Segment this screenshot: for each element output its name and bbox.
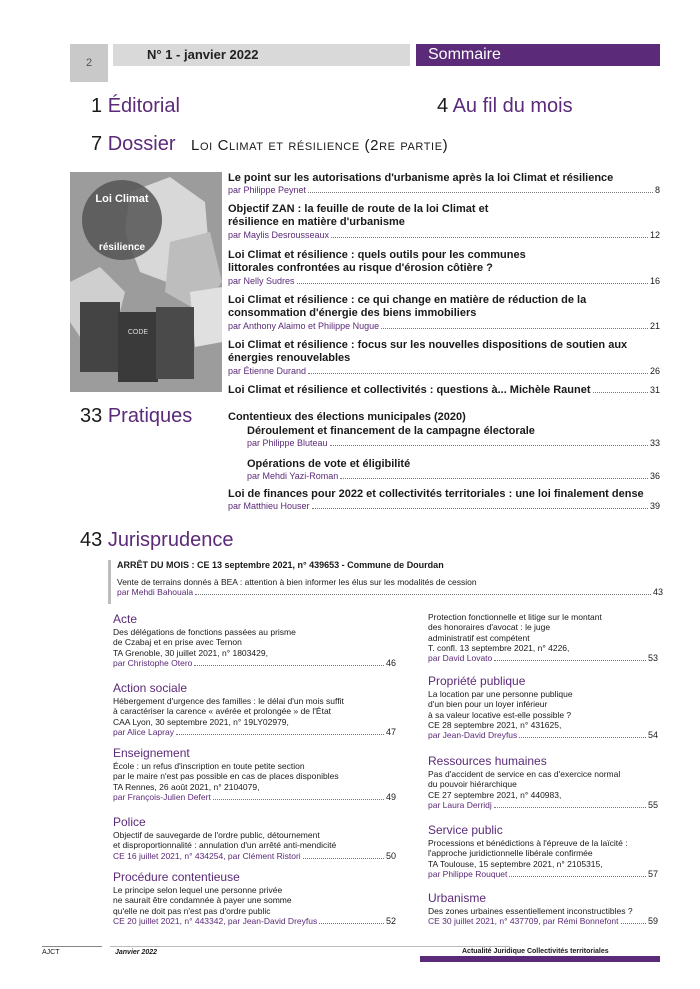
section-label: Jurisprudence: [107, 529, 234, 551]
article-title: Loi Climat et résilience : focus sur les nouvelles dispositions de soutien aux énergies renouvelables: [228, 339, 628, 364]
section-number: 7: [91, 133, 103, 155]
article-page: 12: [649, 230, 660, 240]
juris-author: par Jean-David Dreyfus: [428, 730, 518, 741]
section-label: Pratiques: [107, 405, 193, 427]
juris-line: à sa valeur locative est-elle possible ?: [428, 709, 572, 720]
sommaire-title: Sommaire: [416, 44, 660, 66]
juris-line: TA Rennes, 26 août 2021, n° 2104079,: [113, 781, 260, 792]
dossier-article-6[interactable]: [228, 384, 660, 397]
article-page: 31: [649, 385, 660, 395]
article-author: par Philippe Peynet: [228, 185, 307, 195]
dossier-cover-image: [70, 172, 222, 392]
juris-left-2[interactable]: [113, 681, 396, 738]
juris-author: par Christophe Otero: [113, 657, 193, 668]
group-title: Contentieux des élections municipales (2020): [228, 411, 466, 423]
juris-heading: Police: [113, 815, 146, 829]
arret-subtitle: Vente de terrains donnés à BEA : attention à bien informer les élus sur les modalités de cession: [117, 577, 477, 587]
article-page: 39: [649, 501, 660, 511]
juris-left-1[interactable]: [113, 612, 396, 669]
juris-author: par Alice Lapray: [113, 726, 174, 737]
footer-bar: [420, 956, 660, 962]
juris-author: par Laura Derridj: [428, 799, 492, 810]
juris-line: CE 28 septembre 2021, n° 431625,: [428, 719, 562, 730]
article-title: Objectif ZAN : la feuille de route de la loi Climat et résilience en matière d'urbanisme: [228, 203, 489, 228]
dossier-subtitle: Loi Climat et résilience (2re partie): [191, 137, 449, 154]
dossier-article-5-byline: [228, 366, 660, 377]
section-label: Dossier: [107, 133, 176, 155]
article-title: Loi Climat et résilience : quels outils pour les communes littorales confrontées au risque d'érosion côtière ?: [228, 249, 526, 274]
article-title: Déroulement et financement de la campagne électorale: [247, 425, 535, 437]
article-author: par Philippe Bluteau: [247, 438, 328, 448]
footer-rule-left: [42, 946, 102, 947]
article-title: Loi de finances pour 2022 et collectivités territoriales : une loi finalement dense: [228, 488, 644, 500]
dossier-article-3-byline: [228, 276, 660, 287]
article-title: Opérations de vote et éligibilité: [247, 458, 411, 470]
pratiques-item-3[interactable]: [228, 488, 660, 512]
juris-line: Pas d'accident de service en cas d'exercice normal: [428, 769, 621, 779]
dossier-article-1[interactable]: [228, 172, 660, 196]
juris-left-4[interactable]: [113, 815, 396, 862]
juris-right-1[interactable]: [428, 612, 686, 664]
pratiques-item-2[interactable]: [247, 458, 660, 482]
juris-line: du pouvoir hiérarchique: [428, 779, 517, 790]
juris-line: École : un refus d'inscription en toute petite section: [113, 761, 305, 771]
juris-line: des honoraires d'avocat : le juge: [428, 622, 551, 633]
section-number: 43: [80, 529, 103, 551]
pratiques-item-1[interactable]: [247, 425, 660, 449]
juris-line: et disproportionnalité : annulation d'un arrêté anti-mendicité: [113, 840, 337, 851]
cover-book-label: CODE: [127, 329, 149, 336]
juris-line: Des zones urbaines essentiellement inconstructibles ?: [428, 906, 633, 916]
juris-heading: Procédure contentieuse: [113, 870, 240, 884]
juris-heading: Propriété publique: [428, 674, 526, 688]
juris-line: La location par une personne publique: [428, 689, 573, 699]
article-title: Le point sur les autorisations d'urbanisme après la loi Climat et résilience: [228, 172, 614, 184]
juris-page: 57: [647, 868, 658, 879]
dossier-article-3[interactable]: [228, 249, 558, 275]
section-editorial[interactable]: [91, 94, 180, 118]
dossier-article-4-byline: [228, 321, 660, 332]
juris-left-3[interactable]: [113, 746, 396, 803]
arret-du-mois[interactable]: [108, 560, 663, 604]
juris-page: 50: [385, 850, 396, 861]
juris-author: par David Lovato: [428, 653, 493, 664]
section-dossier[interactable]: [91, 132, 448, 158]
juris-right-4[interactable]: [428, 823, 686, 880]
juris-heading: Enseignement: [113, 746, 190, 760]
juris-line: de Czabaj et en prise avec Ternon: [113, 637, 242, 648]
juris-right-2[interactable]: [428, 674, 686, 741]
juris-author: par Philippe Rouquet: [428, 868, 508, 879]
juris-line: qu'elle ne doit pas n'est pas d'ordre public: [113, 905, 271, 916]
arret-page: 43: [652, 587, 663, 597]
dossier-article-2[interactable]: [228, 203, 528, 229]
dossier-article-2-byline: [228, 230, 660, 241]
article-author: par Anthony Alaimo et Philippe Nugue: [228, 321, 380, 331]
cover-text-2: résilience: [98, 242, 146, 253]
footer-journal: AJCT: [42, 949, 60, 956]
juris-author: CE 30 juillet 2021, n° 437709, par Rémi Bonnefont: [428, 916, 619, 927]
juris-line: administratif est compétent: [428, 632, 530, 643]
juris-line: Des délégations de fonctions passées au prisme: [113, 627, 296, 637]
article-page: 8: [654, 185, 660, 195]
article-page: 33: [649, 438, 660, 448]
juris-line: Objectif de sauvegarde de l'ordre public, détournement: [113, 830, 320, 840]
article-page: 36: [649, 471, 660, 481]
juris-page: 49: [385, 791, 396, 802]
section-label: Au fil du mois: [452, 95, 573, 117]
dossier-article-5[interactable]: [228, 339, 638, 365]
juris-line: TA Toulouse, 15 septembre 2021, n° 2105315,: [428, 858, 603, 869]
dossier-article-4[interactable]: [228, 294, 588, 320]
juris-line: Processions et bénédictions à l'épreuve de la laïcité :: [428, 838, 628, 848]
article-author: par Mehdi Yazi-Roman: [247, 471, 339, 481]
juris-heading: Service public: [428, 823, 503, 837]
footer-rule-middle: [110, 946, 510, 947]
juris-page: 47: [385, 726, 396, 737]
juris-line: ne saurait être condamnée à payer une somme: [113, 895, 292, 906]
juris-page: 53: [647, 653, 658, 664]
juris-page: 54: [647, 730, 658, 741]
juris-heading: Acte: [113, 612, 138, 626]
cover-illustration: [70, 172, 222, 392]
juris-line: Le principe selon lequel une personne privée: [113, 885, 283, 895]
article-author: par Étienne Durand: [228, 366, 307, 376]
section-label: Éditorial: [107, 95, 180, 117]
juris-heading: Action sociale: [113, 681, 188, 695]
article-title: Loi Climat et résilience : ce qui change en matière de réduction de la consommation d'énergie des biens immobiliers: [228, 294, 587, 319]
cover-text-1: Loi Climat: [95, 193, 149, 205]
juris-line: Hébergement d'urgence des familles : le délai d'un mois suffit: [113, 696, 344, 706]
article-author: par Nelly Sudres: [228, 276, 295, 286]
juris-line: CAA Lyon, 30 septembre 2021, n° 19LY02979,: [113, 716, 289, 727]
section-jurisprudence[interactable]: [80, 528, 233, 552]
footer-publication: Actualité Juridique Collectivités territoriales: [462, 948, 609, 955]
article-author: par Matthieu Houser: [228, 501, 310, 511]
arret-title: ARRÊT DU MOIS : CE 13 septembre 2021, n° 439653 - Commune de Dourdan: [117, 560, 444, 570]
arret-author: par Mehdi Bahouala: [117, 587, 194, 597]
page-number: 2: [70, 44, 108, 82]
juris-author: CE 20 juillet 2021, n° 443342, par Jean-David Dreyfus: [113, 915, 318, 926]
juris-author: CE 16 juillet 2021, n° 434254, par Clément Ristori: [113, 850, 301, 861]
article-page: 16: [649, 276, 660, 286]
juris-line: à caractériser la carence « avérée et prolongée » de l'État: [113, 706, 332, 717]
juris-line: l'approche juridictionnelle libérale confirmée: [428, 848, 593, 859]
article-page: 26: [649, 366, 660, 376]
juris-heading: Urbanisme: [428, 891, 487, 905]
pratiques-group-title: [228, 411, 660, 424]
juris-line: CE 27 septembre 2021, n° 440983,: [428, 789, 562, 800]
juris-line: TA Grenoble, 30 juillet 2021, n° 1803429,: [113, 647, 268, 658]
section-number: 4: [437, 95, 449, 117]
juris-page: 52: [385, 915, 396, 926]
juris-line: par le maire n'est pas possible en cas de places disponibles: [113, 771, 339, 782]
juris-left-5[interactable]: [113, 870, 396, 927]
article-page: 21: [649, 321, 660, 331]
juris-page: 46: [385, 657, 396, 668]
juris-heading: Ressources humaines: [428, 754, 547, 768]
footer-date: Janvier 2022: [115, 949, 158, 956]
juris-page: 55: [647, 799, 658, 810]
juris-page: 59: [647, 916, 658, 927]
section-au-fil-du-mois[interactable]: [437, 94, 573, 118]
section-number: 33: [80, 405, 103, 427]
section-pratiques[interactable]: [80, 404, 192, 428]
issue-label: N° 1 - janvier 2022: [113, 44, 410, 66]
article-author: par Maylis Desrousseaux: [228, 230, 330, 240]
juris-author: par François-Julien Defert: [113, 791, 211, 802]
juris-line: Protection fonctionnelle et litige sur le montant: [428, 612, 602, 622]
juris-right-5[interactable]: [428, 891, 686, 927]
article-title: Loi Climat et résilience et collectivités : questions à... Michèle Raunet: [228, 384, 591, 396]
juris-line: T. confl. 13 septembre 2021, n° 4226,: [428, 642, 570, 653]
juris-right-3[interactable]: [428, 754, 686, 811]
juris-line: d'un bien pour un loyer inférieur: [428, 699, 548, 710]
section-number: 1: [91, 95, 103, 117]
